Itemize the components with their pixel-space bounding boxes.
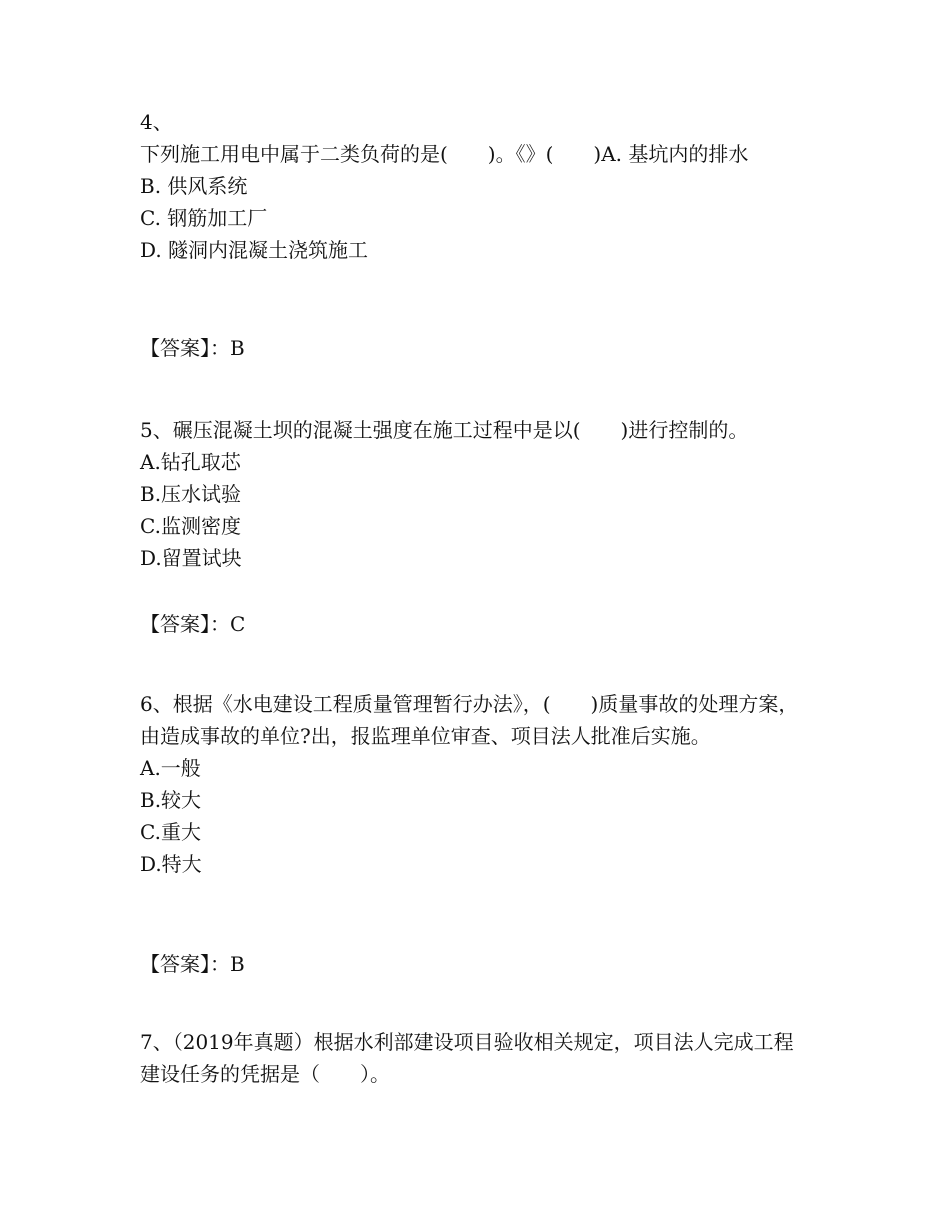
answer-text: 【答案】：C — [140, 612, 246, 636]
option-d: D. 隧洞内混凝土浇筑施工 — [140, 238, 369, 262]
answer-text: 【答案】：B — [140, 336, 245, 360]
question-6 — [140, 688, 810, 880]
option-a: A.一般 — [140, 756, 201, 780]
option-a: A.钻孔取芯 — [140, 450, 241, 474]
answer-text: 【答案】：B — [140, 952, 245, 976]
answer-5 — [140, 608, 810, 640]
option-b: B. 供风系统 — [140, 174, 248, 198]
option-b: B.压水试验 — [140, 482, 242, 506]
answer-4 — [140, 332, 810, 364]
question-5 — [140, 414, 810, 574]
question-text: 5、碾压混凝土坝的混凝土强度在施工过程中是以( )进行控制的。 — [140, 418, 749, 442]
answer-6 — [140, 948, 810, 980]
option-d: D.留置试块 — [140, 546, 242, 570]
option-c: C.监测密度 — [140, 514, 241, 538]
option-c: C. 钢筋加工厂 — [140, 206, 268, 230]
question-7 — [140, 1026, 810, 1090]
option-b: B.较大 — [140, 788, 202, 812]
question-4 — [140, 106, 810, 266]
option-d: D.特大 — [140, 852, 202, 876]
option-c: C.重大 — [140, 820, 201, 844]
question-text: 7、（2019年真题）根据水利部建设项目验收相关规定，项目法人完成工程建设任务的凭据是（ ）。 — [140, 1030, 794, 1086]
question-number: 4、 — [140, 110, 173, 134]
question-text: 下列施工用电中属于二类负荷的是( )。《》( )A. 基坑内的排水 — [140, 142, 749, 166]
question-text: 6、根据《水电建设工程质量管理暂行办法》，( )质量事故的处理方案，由造成事故的单位?出，报监理单位审查、项目法人批准后实施。 — [140, 692, 799, 748]
